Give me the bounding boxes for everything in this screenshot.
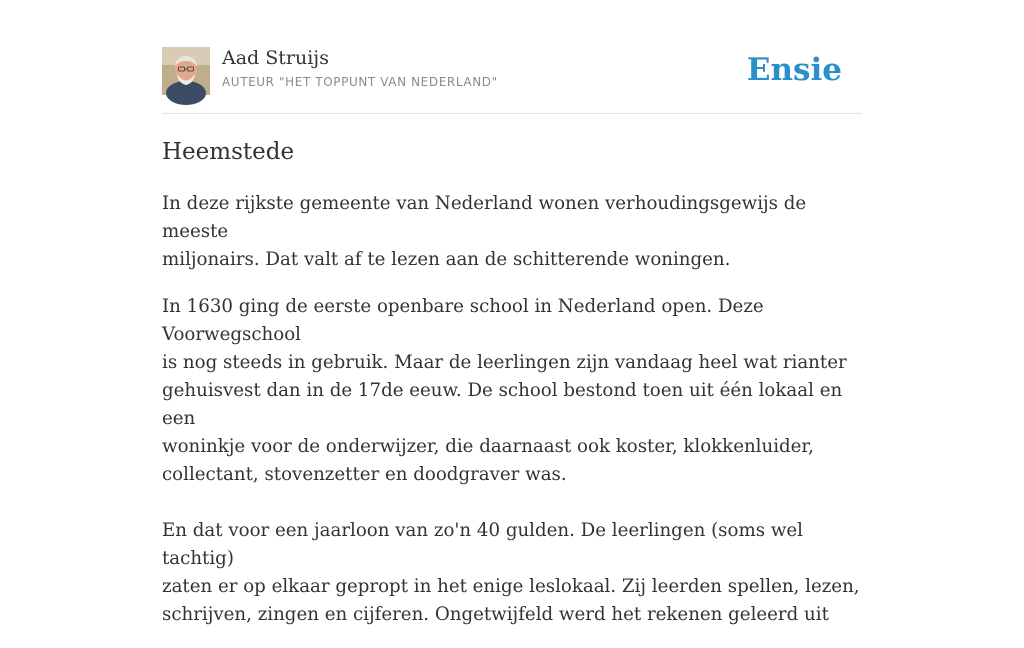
avatar-photo-icon [162, 47, 210, 95]
article-paragraph-1: In deze rijkste gemeente van Nederland wonen verhoudingsgewijs de meeste miljonairs. Dat valt af te lezen aan de schitterende woningen. [162, 193, 807, 270]
avatar[interactable] [162, 47, 210, 95]
article [162, 136, 862, 648]
author-name[interactable]: Aad Struijs [222, 47, 329, 69]
article-paragraph-2: In 1630 ging de eerste openbare school in Nederland open. Deze Voorwegschool is nog steeds in gebruik. Maar de leerlingen zijn vandaag heel wat rianter gehuisvest dan in de 17de eeuw. De school bestond toen uit één lokaal en een woninkje voor de onderwijzer, die daarnaast ook koster, klokkenluider, collectant, stovenzetter en doodgraver was. En dat voor een jaarloon van zo'n 40 gulden. De leerlingen (soms wel tachtig) zaten er op elkaar gepropt in het enige leslokaal. Zij leerden spellen, lezen, schrijven, zingen en cijferen. Ongetwijfeld werd het rekenen geleerd uit [162, 296, 860, 625]
author-header [162, 46, 862, 96]
header-divider [162, 113, 862, 114]
author-subtitle: AUTEUR "HET TOPPUNT VAN NEDERLAND" [222, 75, 498, 89]
ensie-logo[interactable]: Ensie [746, 52, 842, 88]
article-title: Heemstede [162, 139, 295, 165]
